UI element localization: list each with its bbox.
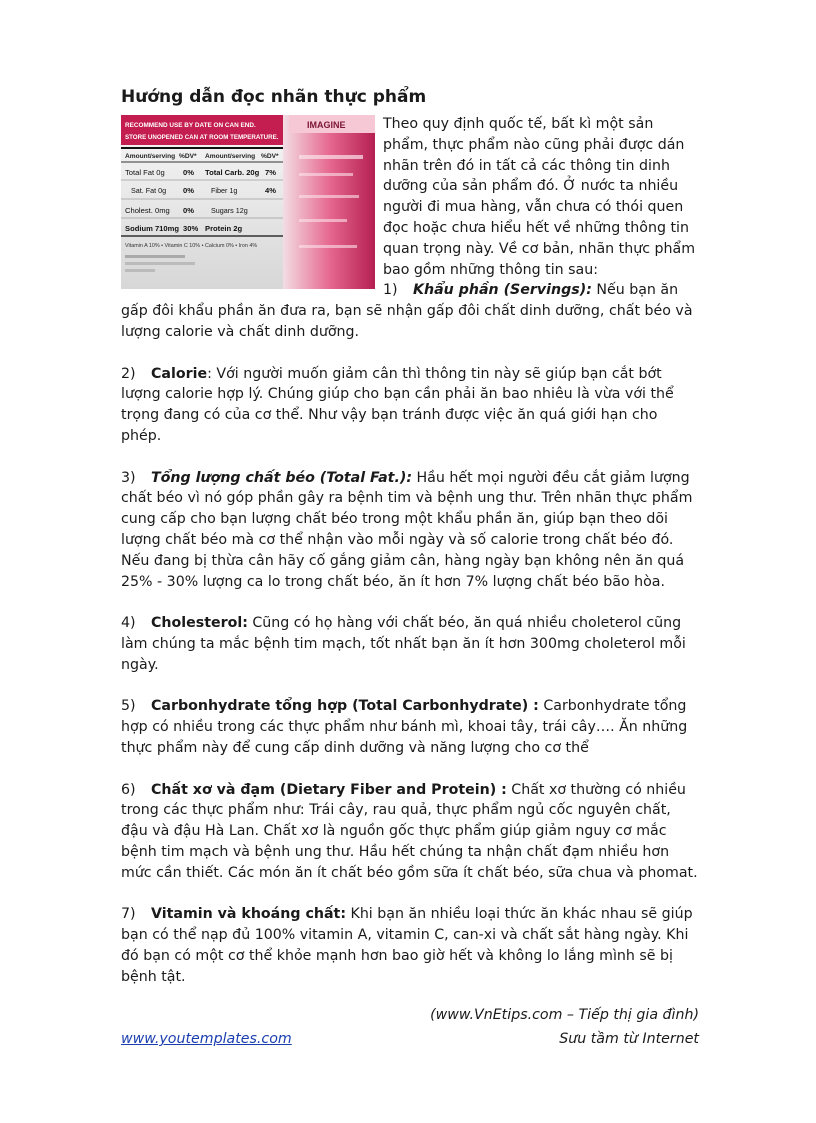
- item-6-number: 6): [121, 781, 136, 798]
- intro-text: Theo quy định quốc tế, bất kì một sản phẩm, thực phẩm nào cũng phải được dán nhãn trên đó in tất cả các thông tin dinh dưỡng của sản phẩm đó. Ở nước ta nhiều người đi mua hàng, vẫn chưa có thói quen đọc hoặc chưa hiểu hết về những thông tin quan trọng này. Về cơ bản, nhãn thực phẩm bao gồm những thông tin sau:: [383, 116, 696, 278]
- label-col-c: Amount/serving: [205, 153, 256, 160]
- label-col-d: %DV*: [261, 153, 279, 160]
- item-4-title: Cholesterol:: [151, 615, 248, 632]
- item-7: [121, 904, 699, 987]
- label-row-1-c: Total Carb. 20g: [205, 168, 260, 177]
- item-7-number: 7): [121, 906, 136, 923]
- item-3-title: Tổng lượng chất béo (Total Fat.):: [151, 469, 412, 486]
- item-6-text: Chất xơ thường có nhiều trong các thực phẩm như: Trái cây, rau quả, thực phẩm ngủ cốc nguyên chất, đậu và đậu Hà Lan. Chất xơ là nguồn gốc thực phẩm giúp giảm nguy cơ mắc bệnh tim mạch và bệnh ung thư. Hầu hết chúng ta nhận chất đạm nhiều hơn mức cần thiết. Các món ăn ít chất béo gồm sữa ít chất béo, sữa chua và phomat.: [121, 781, 698, 881]
- label-col-b: %DV*: [179, 153, 197, 160]
- label-row-1-d: 7%: [265, 168, 276, 177]
- label-vitamin-line: Vitamin A 10% • Vitamin C 10% • Calcium 0% • Iron 4%: [125, 243, 258, 249]
- page-title: Hướng dẫn đọc nhãn thực phẩm: [121, 87, 427, 107]
- label-brand: IMAGINE: [307, 120, 346, 130]
- item-2: [121, 364, 699, 447]
- item-1-text: Nếu bạn ăn gấp đôi khẩu phần ăn đưa ra, bạn sẽ nhận gấp đôi chất dinh dưỡng, chất béo và lượng calorie và chất dinh dưỡng.: [121, 282, 693, 340]
- item-5-number: 5): [121, 698, 136, 715]
- label-row-3-b: 0%: [183, 206, 194, 215]
- label-row-4-a: Sodium 710mg: [125, 224, 180, 233]
- item-4-text: Cũng có họ hàng với chất béo, ăn quá nhiều choleterol cũng làm chúng ta mắc bệnh tim mạch, tốt nhất bạn ăn ít hơn 300mg choleterol mỗi ngày.: [121, 615, 686, 673]
- label-row-2-a: Sat. Fat 0g: [131, 186, 167, 195]
- label-header-line2: STORE UNOPENED CAN AT ROOM TEMPERATURE.: [125, 134, 279, 141]
- item-3: [121, 468, 699, 593]
- item-2-title: Calorie: [151, 365, 208, 382]
- item-7-title: Vitamin và khoáng chất:: [151, 906, 346, 923]
- item-6-title: Chất xơ và đạm (Dietary Fiber and Protein) :: [151, 781, 507, 798]
- label-row-2-b: 0%: [183, 186, 194, 195]
- item-6: [121, 780, 699, 884]
- item-5-title: Carbonhydrate tổng hợp (Total Carbonhydrate) :: [151, 698, 539, 715]
- page-footer: [121, 1031, 699, 1047]
- label-row-3-c: Sugars 12g: [211, 206, 248, 215]
- label-row-4-c: Protein 2g: [205, 224, 243, 233]
- item-2-text: : Với người muốn giảm cân thì thông tin này sẽ giúp bạn cắt bớt lượng calorie hợp lý. Chúng giúp cho bạn cần phải ăn bao nhiêu là vừa với thể trọng đang có của cơ thể. Như vậy bạn tránh được việc ăn quá giới hạn cho phép.: [121, 365, 674, 444]
- label-row-1-a: Total Fat 0g: [125, 168, 165, 177]
- footer-link[interactable]: www.youtemplates.com: [121, 1031, 292, 1048]
- item-4-number: 4): [121, 615, 136, 632]
- item-5: [121, 696, 699, 758]
- label-row-1-b: 0%: [183, 168, 194, 177]
- item-1: [121, 280, 699, 342]
- item-1-number: 1): [383, 282, 398, 299]
- item-3-number: 3): [121, 469, 136, 486]
- nutrition-label-photo: [121, 115, 375, 289]
- item-7-text: Khi bạn ăn nhiều loại thức ăn khác nhau sẽ giúp bạn có thể nạp đủ 100% vitamin A, vitamin C, can-xi và chất sắt hàng ngày. Khi đó bạn có một cơ thể khỏe mạnh hơn bao giờ hết và không lo lắng mình sẽ bị bệnh tật.: [121, 906, 693, 985]
- nutrition-label-image: [121, 115, 375, 289]
- label-row-4-b: 30%: [183, 224, 199, 233]
- source-credit: (www.VnEtips.com – Tiếp thị gia đình): [430, 1007, 699, 1024]
- label-col-a: Amount/serving: [125, 153, 176, 160]
- item-2-number: 2): [121, 365, 136, 382]
- item-3-text: Hầu hết mọi người đều cắt giảm lượng chất béo vì nó góp phần gây ra bệnh tim và bệnh ung thư. Trên nhãn thực phẩm cung cấp cho bạn lượng chất béo trong một khẩu phần ăn, giúp bạn theo dõi lượng chất béo mà cơ thể nhận vào mỗi ngày và số calorie trong chất béo đó. Nếu đang bị thừa cân hãy cố gắng giảm cân, hàng ngày bạn không nên ăn quá 25% - 30% lượng ca lo trong chất béo, ăn ít hơn 7% lượng chất béo bão hòa.: [121, 469, 693, 590]
- label-row-2-c: Fiber 1g: [211, 186, 238, 195]
- item-4: [121, 613, 699, 675]
- label-row-3-a: Cholest. 0mg: [125, 206, 170, 215]
- item-5-text: Carbonhydrate tổng hợp có nhiều trong các thực phẩm như bánh mì, khoai tây, trái cây…. Ăn những thực phẩm này để cung cấp dinh dưỡng và năng lượng cho cơ thể: [121, 698, 688, 756]
- item-1-title: Khẩu phần (Servings):: [413, 282, 592, 299]
- label-header-line1: RECOMMEND USE BY DATE ON CAN END.: [125, 122, 256, 129]
- footer-note: Sưu tầm từ Internet: [559, 1031, 699, 1048]
- label-row-2-d: 4%: [265, 186, 276, 195]
- document-page: [121, 86, 699, 1047]
